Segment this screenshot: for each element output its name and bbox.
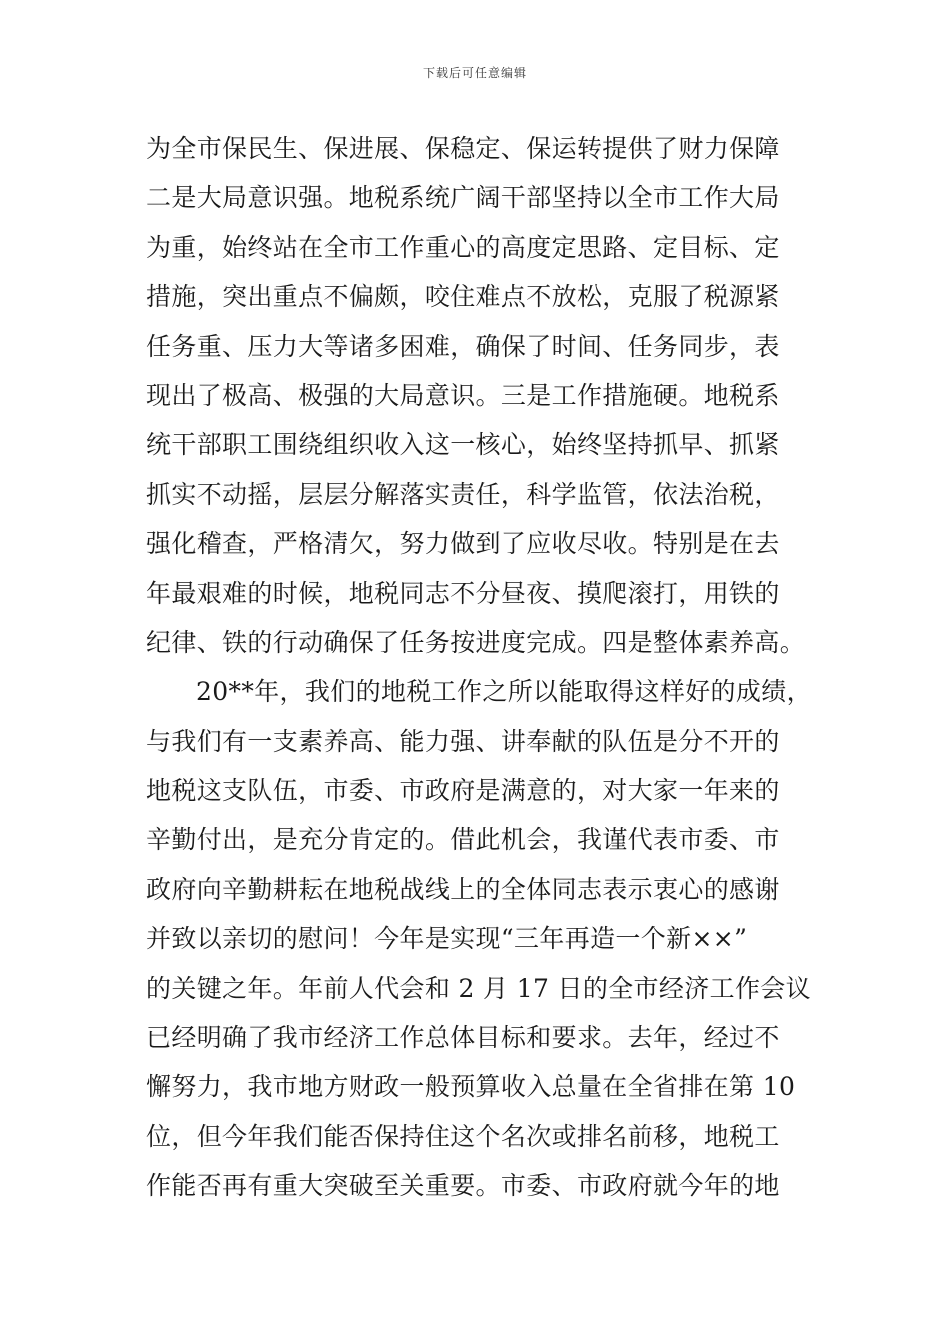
- text-line: 作能否再有重大突破至关重要。市委、市政府就今年的地: [146, 1171, 780, 1201]
- text-line: 地税这支队伍，市委、市政府是满意的，对大家一年来的: [146, 776, 780, 806]
- body-text: [146, 124, 826, 1211]
- text-line: 年最艰难的时候，地税同志不分昼夜、摸爬滚打，用铁的: [146, 578, 780, 608]
- text-line: 已经明确了我市经济工作总体目标和要求。去年，经过不: [146, 1023, 780, 1053]
- text-line: 位，但今年我们能否保持住这个名次或排名前移，地税工: [146, 1121, 780, 1151]
- text-line: 的关键之年。年前人代会和 2 月 17 日的全市经济工作会议: [146, 973, 812, 1003]
- text-line: 懈努力，我市地方财政一般预算收入总量在全省排在第 10: [146, 1072, 796, 1102]
- text-line: 二是大局意识强。地税系统广阔干部坚持以全市工作大局: [146, 183, 780, 213]
- page-header: 下载后可任意编辑: [422, 66, 527, 80]
- text-line: 纪律、铁的行动确保了任务按进度完成。四是整体素养高。: [146, 627, 806, 657]
- text-line: 与我们有一支素养高、能力强、讲奉献的队伍是分不开的: [146, 726, 780, 756]
- text-line: 并致以亲切的慰问！今年是实现“三年再造一个新××”: [146, 924, 748, 954]
- text-line: 政府向辛勤耕耘在地税战线上的全体同志表示衷心的感谢: [146, 874, 780, 904]
- text-line: 辛勤付出，是充分肯定的。借此机会，我谨代表市委、市: [146, 825, 780, 855]
- text-line: 抓实不动摇，层层分解落实责任，科学监管，依法治税，: [146, 479, 780, 509]
- text-line: 任务重、压力大等诸多困难，确保了时间、任务同步，表: [146, 331, 780, 361]
- text-line: 现出了极高、极强的大局意识。三是工作措施硬。地税系: [146, 380, 780, 410]
- paragraph-first-line: 20**年，我们的地税工作之所以能取得这样好的成绩，: [196, 677, 812, 707]
- text-line: 统干部职工围绕组织收入这一核心，始终坚持抓早、抓紧: [146, 430, 780, 460]
- text-line: 强化稽查，严格清欠，努力做到了应收尽收。特别是在去: [146, 529, 780, 559]
- text-line: 为重，始终站在全市工作重心的高度定思路、定目标、定: [146, 232, 780, 262]
- text-line: 为全市保民生、保进展、保稳定、保运转提供了财力保障: [146, 134, 780, 163]
- text-line: 措施，突出重点不偏颇，咬住难点不放松，克服了税源紧: [146, 282, 780, 312]
